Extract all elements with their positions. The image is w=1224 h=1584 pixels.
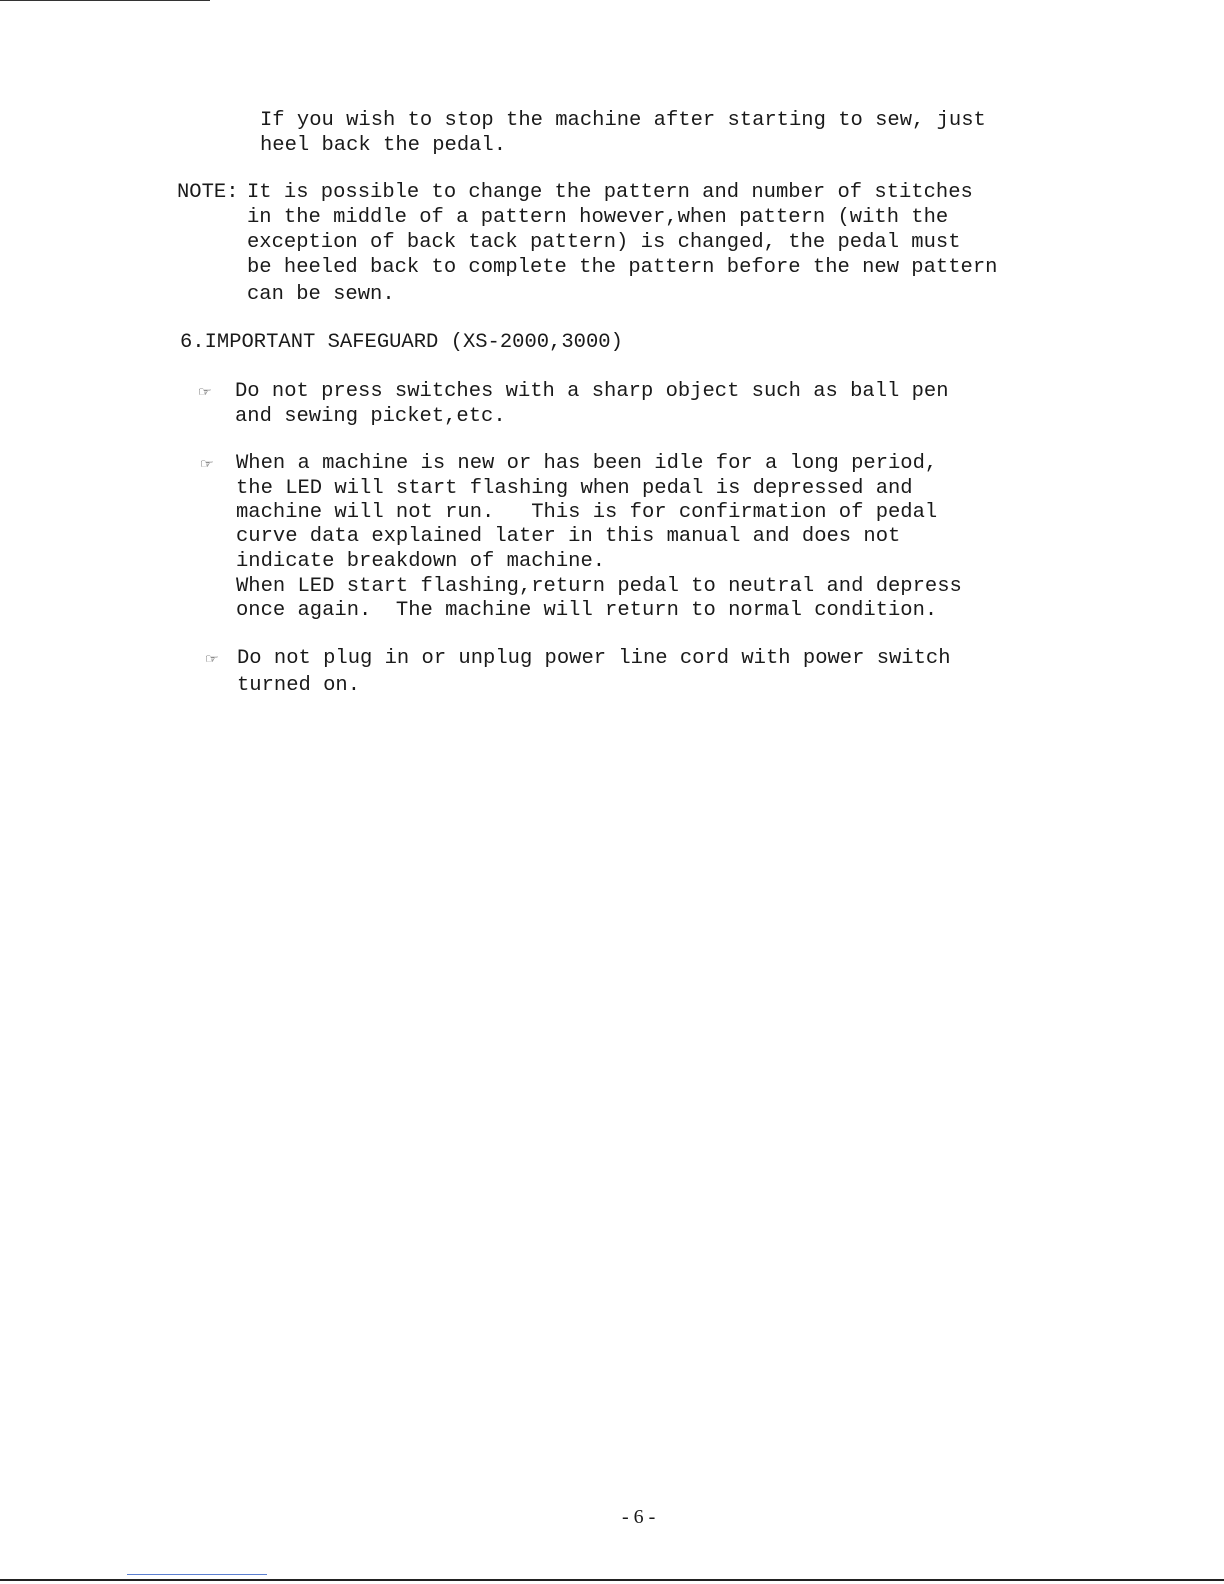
bullet-2-line-5: indicate breakdown of machine. bbox=[236, 550, 606, 573]
intro-line-1: If you wish to stop the machine after starting to sew, just bbox=[260, 109, 986, 132]
note-line-3: exception of back tack pattern) is changed, the pedal must bbox=[247, 231, 961, 254]
note-line-1: It is possible to change the pattern and number of stitches bbox=[247, 181, 973, 204]
scan-mark-line bbox=[127, 1574, 267, 1575]
page-number: - 6 - bbox=[622, 1506, 656, 1528]
pointing-hand-icon: ☞ bbox=[199, 384, 211, 402]
section-heading: 6.IMPORTANT SAFEGUARD (XS-2000,3000) bbox=[180, 331, 623, 354]
bottom-rule bbox=[0, 1579, 1224, 1581]
note-line-4: be heeled back to complete the pattern before the new pattern bbox=[247, 256, 998, 279]
bullet-2-line-7: once again. The machine will return to normal condition. bbox=[236, 599, 938, 622]
bullet-3-line-2: turned on. bbox=[237, 674, 361, 697]
top-rule bbox=[0, 0, 210, 1]
bullet-2-line-1: When a machine is new or has been idle for a long period, bbox=[236, 452, 938, 475]
note-line-2: in the middle of a pattern however,when pattern (with the bbox=[247, 206, 949, 229]
pointing-hand-icon: ☞ bbox=[201, 456, 213, 474]
note-label: NOTE: bbox=[177, 181, 239, 204]
pointing-hand-icon: ☞ bbox=[206, 651, 218, 669]
bullet-2-line-3: machine will not run. This is for confirmation of pedal bbox=[236, 501, 938, 524]
intro-line-2: heel back the pedal. bbox=[260, 134, 507, 157]
bullet-2-line-2: the LED will start flashing when pedal is depressed and bbox=[236, 477, 913, 500]
bullet-1-line-2: and sewing picket,etc. bbox=[235, 405, 506, 428]
bullet-1-line-1: Do not press switches with a sharp object such as ball pen bbox=[235, 380, 949, 403]
bullet-2-line-6: When LED start flashing,return pedal to neutral and depress bbox=[236, 575, 962, 598]
bullet-2-line-4: curve data explained later in this manual and does not bbox=[236, 525, 901, 548]
note-line-5: can be sewn. bbox=[247, 283, 395, 306]
bullet-3-line-1: Do not plug in or unplug power line cord with power switch bbox=[237, 647, 951, 670]
